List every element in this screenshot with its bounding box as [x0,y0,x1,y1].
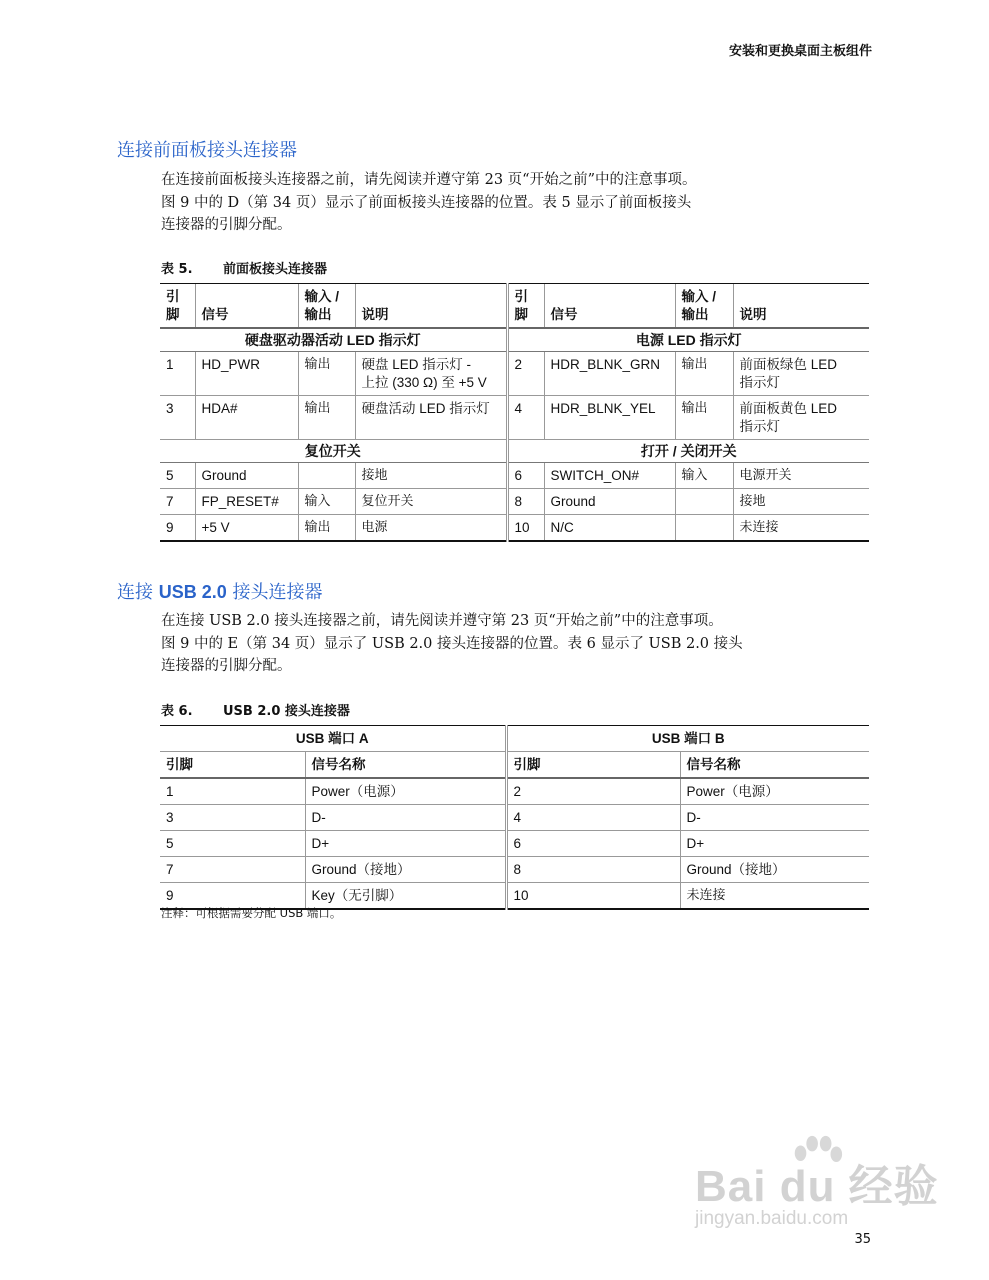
cell-io [298,463,355,489]
table5-caption-number: 表 5. [161,262,193,277]
table-row [160,778,869,805]
cell-io: 输出 [298,396,355,440]
group-reset-switch: 复位开关 [160,440,507,463]
header-signal-name: 信号名称 [680,752,869,779]
cell-pin: 7 [160,489,195,515]
cell-signal: D- [680,805,869,831]
table6-header-row [160,752,869,779]
cell-desc: 电源 [355,515,507,542]
cell-signal: Power（电源） [305,778,506,805]
cell-signal: +5 V [195,515,298,542]
cell-desc: 接地 [733,489,869,515]
cell-signal: N/C [544,515,675,542]
header-pin: 引 脚 [507,284,544,329]
cell-pin: 9 [160,883,305,910]
section-title-text: 连接 [117,582,159,603]
cell-signal: Ground（接地） [680,857,869,883]
cell-signal: FP_RESET# [195,489,298,515]
baidu-watermark [695,1150,939,1230]
table5-front-panel [160,283,869,542]
para-line: 图 9 中的 D（第 34 页）显示了前面板接头连接器的位置。表 5 显示了前面板接头 [161,194,692,211]
cell-desc: 前面板绿色 LED 指示灯 [733,352,869,396]
cell-desc: 硬盘 LED 指示灯 - 上拉 (330 Ω) 至 +5 V [355,352,507,396]
section-title-text: USB 2.0 [158,582,227,602]
para-line: 连接器的引脚分配。 [161,217,292,233]
table6-caption-number: 表 6. [161,704,193,719]
section-title-text: 连接前面板接头连接器 [117,140,297,161]
cell-io: 输出 [298,352,355,396]
cell-signal: 未连接 [680,883,869,910]
cell-pin: 5 [160,463,195,489]
group-power-led: 电源 LED 指示灯 [507,328,869,352]
cell-io: 输入 [298,489,355,515]
cell-pin: 1 [160,352,195,396]
cell-signal: Ground（接地） [305,857,506,883]
cell-io: 输出 [675,352,733,396]
cell-desc: 复位开关 [355,489,507,515]
table-row [160,489,869,515]
header-signal-name: 信号名称 [305,752,506,779]
table-row [160,352,869,396]
table6-usb [160,725,869,910]
cell-pin: 7 [160,857,305,883]
cell-pin: 2 [507,352,544,396]
para-line: 在连接前面板接头连接器之前，请先阅读并遵守第 23 页“开始之前”中的注意事项。 [161,172,697,188]
watermark-url: jingyan.baidu.com [695,1208,849,1229]
cell-pin: 1 [160,778,305,805]
cell-pin: 4 [506,805,680,831]
cell-desc: 接地 [355,463,507,489]
table5-caption [161,258,327,277]
cell-desc: 电源开关 [733,463,869,489]
cell-desc: 未连接 [733,515,869,542]
cell-pin: 9 [160,515,195,542]
header-io: 输入 / 输出 [675,284,733,329]
para-line: 连接器的引脚分配。 [161,658,292,674]
cell-signal: Power（电源） [680,778,869,805]
section-title-front-panel [117,136,297,162]
cell-io [675,515,733,542]
para-line: 图 9 中的 E（第 34 页）显示了 USB 2.0 接头连接器的位置。表 6 显示了 USB 2.0 接头 [161,635,743,652]
cell-signal: D+ [680,831,869,857]
cell-io: 输入 [675,463,733,489]
table6-caption [161,700,350,719]
paw-icon [787,1132,845,1190]
cell-signal: HD_PWR [195,352,298,396]
cell-signal: HDA# [195,396,298,440]
header-signal: 信号 [544,284,675,329]
section2-paragraph [161,610,851,678]
table5-group-row [160,440,869,463]
header-desc: 说明 [355,284,507,329]
table5-group-row [160,328,869,352]
cell-pin: 3 [160,805,305,831]
header-pin: 引脚 [160,752,305,779]
table6-port-row [160,726,869,752]
section-title-text: 接头连接器 [226,582,323,603]
cell-signal: D- [305,805,506,831]
group-power-switch: 打开 / 关闭开关 [507,440,869,463]
header-desc: 说明 [733,284,869,329]
table-row [160,857,869,883]
section-title-usb [117,578,323,604]
header-signal: 信号 [195,284,298,329]
watermark-logo: Bai du 经验 [695,1162,939,1211]
cell-io: 输出 [675,396,733,440]
cell-pin: 5 [160,831,305,857]
running-header: 安装和更换桌面主板组件 [728,44,872,59]
table6-caption-title: USB 2.0 接头连接器 [223,704,350,719]
cell-signal: Ground [195,463,298,489]
cell-pin: 8 [507,489,544,515]
cell-pin: 6 [507,463,544,489]
page-number: 35 [854,1232,871,1247]
cell-signal: SWITCH_ON# [544,463,675,489]
header-port-a: USB 端口 A [160,726,506,752]
cell-pin: 6 [506,831,680,857]
table5-header-row [160,284,869,329]
cell-desc: 前面板黄色 LED 指示灯 [733,396,869,440]
group-hdd-led: 硬盘驱动器活动 LED 指示灯 [160,328,507,352]
cell-pin: 3 [160,396,195,440]
cell-io [675,489,733,515]
table-row [160,396,869,440]
table-row [160,805,869,831]
cell-signal: Key（无引脚） [305,883,506,910]
table6-note: 注释：可根据需要分配 USB 端口。 [161,906,342,920]
cell-pin: 2 [506,778,680,805]
cell-io: 输出 [298,515,355,542]
table-row [160,463,869,489]
table-row [160,831,869,857]
cell-pin: 4 [507,396,544,440]
cell-pin: 10 [507,515,544,542]
section1-paragraph [161,169,851,237]
cell-signal: HDR_BLNK_GRN [544,352,675,396]
cell-signal: HDR_BLNK_YEL [544,396,675,440]
cell-pin: 8 [506,857,680,883]
header-port-b: USB 端口 B [506,726,869,752]
header-pin: 引脚 [506,752,680,779]
table-row [160,515,869,542]
para-line: 在连接 USB 2.0 接头连接器之前，请先阅读并遵守第 23 页“开始之前”中的注意事项。 [161,613,723,629]
cell-signal: D+ [305,831,506,857]
header-pin: 引 脚 [160,284,195,329]
cell-signal: Ground [544,489,675,515]
cell-desc: 硬盘活动 LED 指示灯 [355,396,507,440]
table5-caption-title: 前面板接头连接器 [223,262,328,277]
cell-pin: 10 [506,883,680,910]
header-io: 输入 / 输出 [298,284,355,329]
